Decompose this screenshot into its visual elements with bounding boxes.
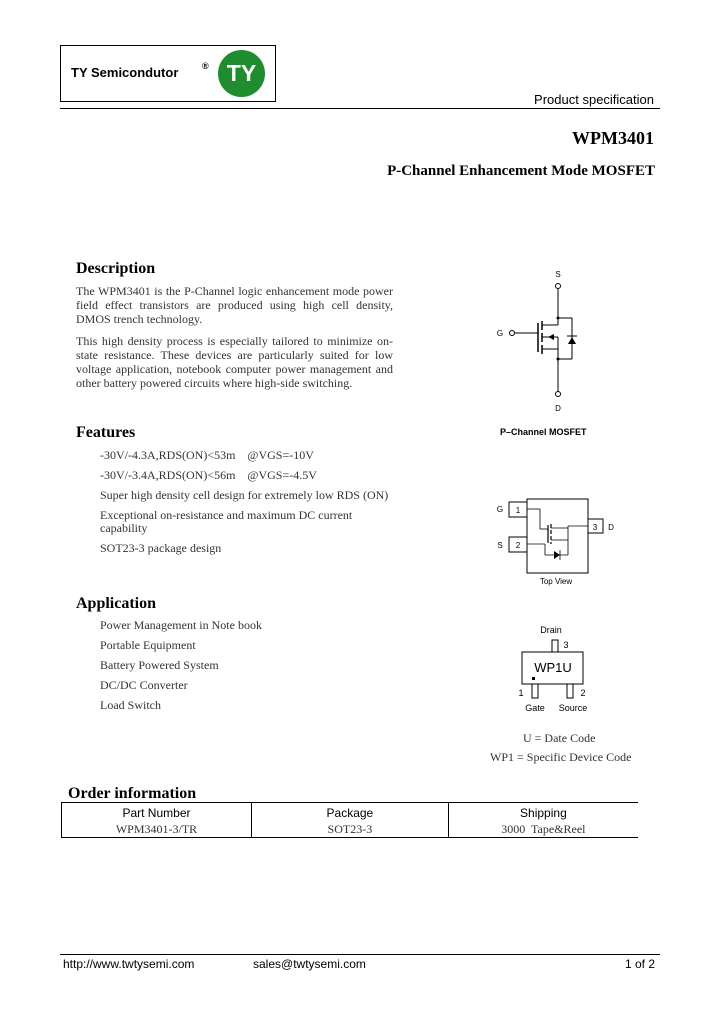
doc-type: Product specification xyxy=(534,92,654,107)
application-item: DC/DC Converter xyxy=(100,678,188,692)
application-item: Power Management in Note book xyxy=(100,618,262,632)
order-table-row xyxy=(62,822,639,837)
feature-item: Super high density cell design for extremely low RDS (ON) xyxy=(100,488,389,502)
top-view-d-label: D xyxy=(608,523,614,532)
order-col-package: Package xyxy=(251,803,448,822)
gate-terminal xyxy=(510,331,515,336)
application-item: Portable Equipment xyxy=(100,638,196,652)
symbol-caption: P–Channel MOSFET xyxy=(500,427,587,437)
feature-item: Exceptional on-resistance and maximum DC current capability xyxy=(100,508,353,535)
marking-diagram xyxy=(505,620,615,718)
top-view-pin-2: 2 xyxy=(515,541,521,550)
company-name: TY Semicondutor xyxy=(71,65,179,80)
marking-pin-2: 2 xyxy=(580,688,586,698)
marking-legend-u: U = Date Code xyxy=(523,731,596,745)
application-heading: Application xyxy=(76,595,157,612)
marking-source-label: Source xyxy=(558,703,588,713)
top-view-pin-3: 3 xyxy=(592,523,598,532)
order-table-header-row xyxy=(62,803,639,822)
order-col-shipping: Shipping xyxy=(448,803,638,822)
top-view-g-label: G xyxy=(496,505,504,514)
mosfet-symbol-diagram xyxy=(490,266,600,416)
document-subtitle: P-Channel Enhancement Mode MOSFET xyxy=(387,163,655,179)
company-logo xyxy=(60,45,276,102)
footer-page-number: 1 of 2 xyxy=(624,957,655,971)
description-paragraph-1: The WPM3401 is the P-Channel logic enhancement mode power field effect transistors are produced using high cell density, DMOS trench technology. xyxy=(76,284,393,326)
gate-label: G xyxy=(496,329,504,338)
top-view-s-label: S xyxy=(497,541,503,550)
footer-divider xyxy=(60,954,660,955)
registered-mark: ® xyxy=(202,61,209,71)
feature-item: SOT23-3 package design xyxy=(100,541,222,555)
header-divider xyxy=(60,108,660,109)
order-cell-shipping: 3000 Tape&Reel xyxy=(448,822,638,837)
drain-label: D xyxy=(555,404,561,413)
order-cell-part-number: WPM3401-3/TR xyxy=(62,822,252,837)
order-cell-package: SOT23-3 xyxy=(251,822,448,837)
logo-circle: TY xyxy=(218,50,265,97)
part-number-title: WPM3401 xyxy=(572,128,654,148)
feature-item: -30V/-4.3A,RDS(ON)<53m @VGS=-10V xyxy=(100,448,314,462)
top-view-pin-1: 1 xyxy=(515,506,521,515)
description-paragraph-2: This high density process is especially tailored to minimize on-state resistance. These devices are particularly suited for low voltage application, notebook computer power management and other battery powered circuits where high-side switching. xyxy=(76,334,393,390)
top-view-caption: Top View xyxy=(539,577,573,586)
marking-legend-wp1: WP1 = Specific Device Code xyxy=(490,750,632,764)
source-label: S xyxy=(555,270,561,279)
order-table xyxy=(61,803,638,837)
feature-item: -30V/-3.4A,RDS(ON)<56m @VGS=-4.5V xyxy=(100,468,317,482)
marking-drain-label: Drain xyxy=(540,625,562,635)
order-table-bottom-rule xyxy=(61,837,638,838)
drain-terminal xyxy=(556,392,561,397)
marking-pin-1: 1 xyxy=(518,688,524,698)
order-col-part-number: Part Number xyxy=(62,803,252,822)
order-heading: Order information xyxy=(68,785,197,802)
marking-pin-3: 3 xyxy=(563,640,569,650)
application-item: Battery Powered System xyxy=(100,658,219,672)
description-heading: Description xyxy=(76,260,156,277)
source-terminal xyxy=(556,284,561,289)
top-view-diagram xyxy=(490,495,620,590)
footer-website-link[interactable]: http://www.twtysemi.com xyxy=(63,957,195,971)
marking-code: WP1U xyxy=(534,660,572,675)
features-heading: Features xyxy=(76,424,136,441)
footer-email-link[interactable]: sales@twtysemi.com xyxy=(253,957,366,971)
marking-gate-label: Gate xyxy=(525,703,545,713)
application-item: Load Switch xyxy=(100,698,161,712)
